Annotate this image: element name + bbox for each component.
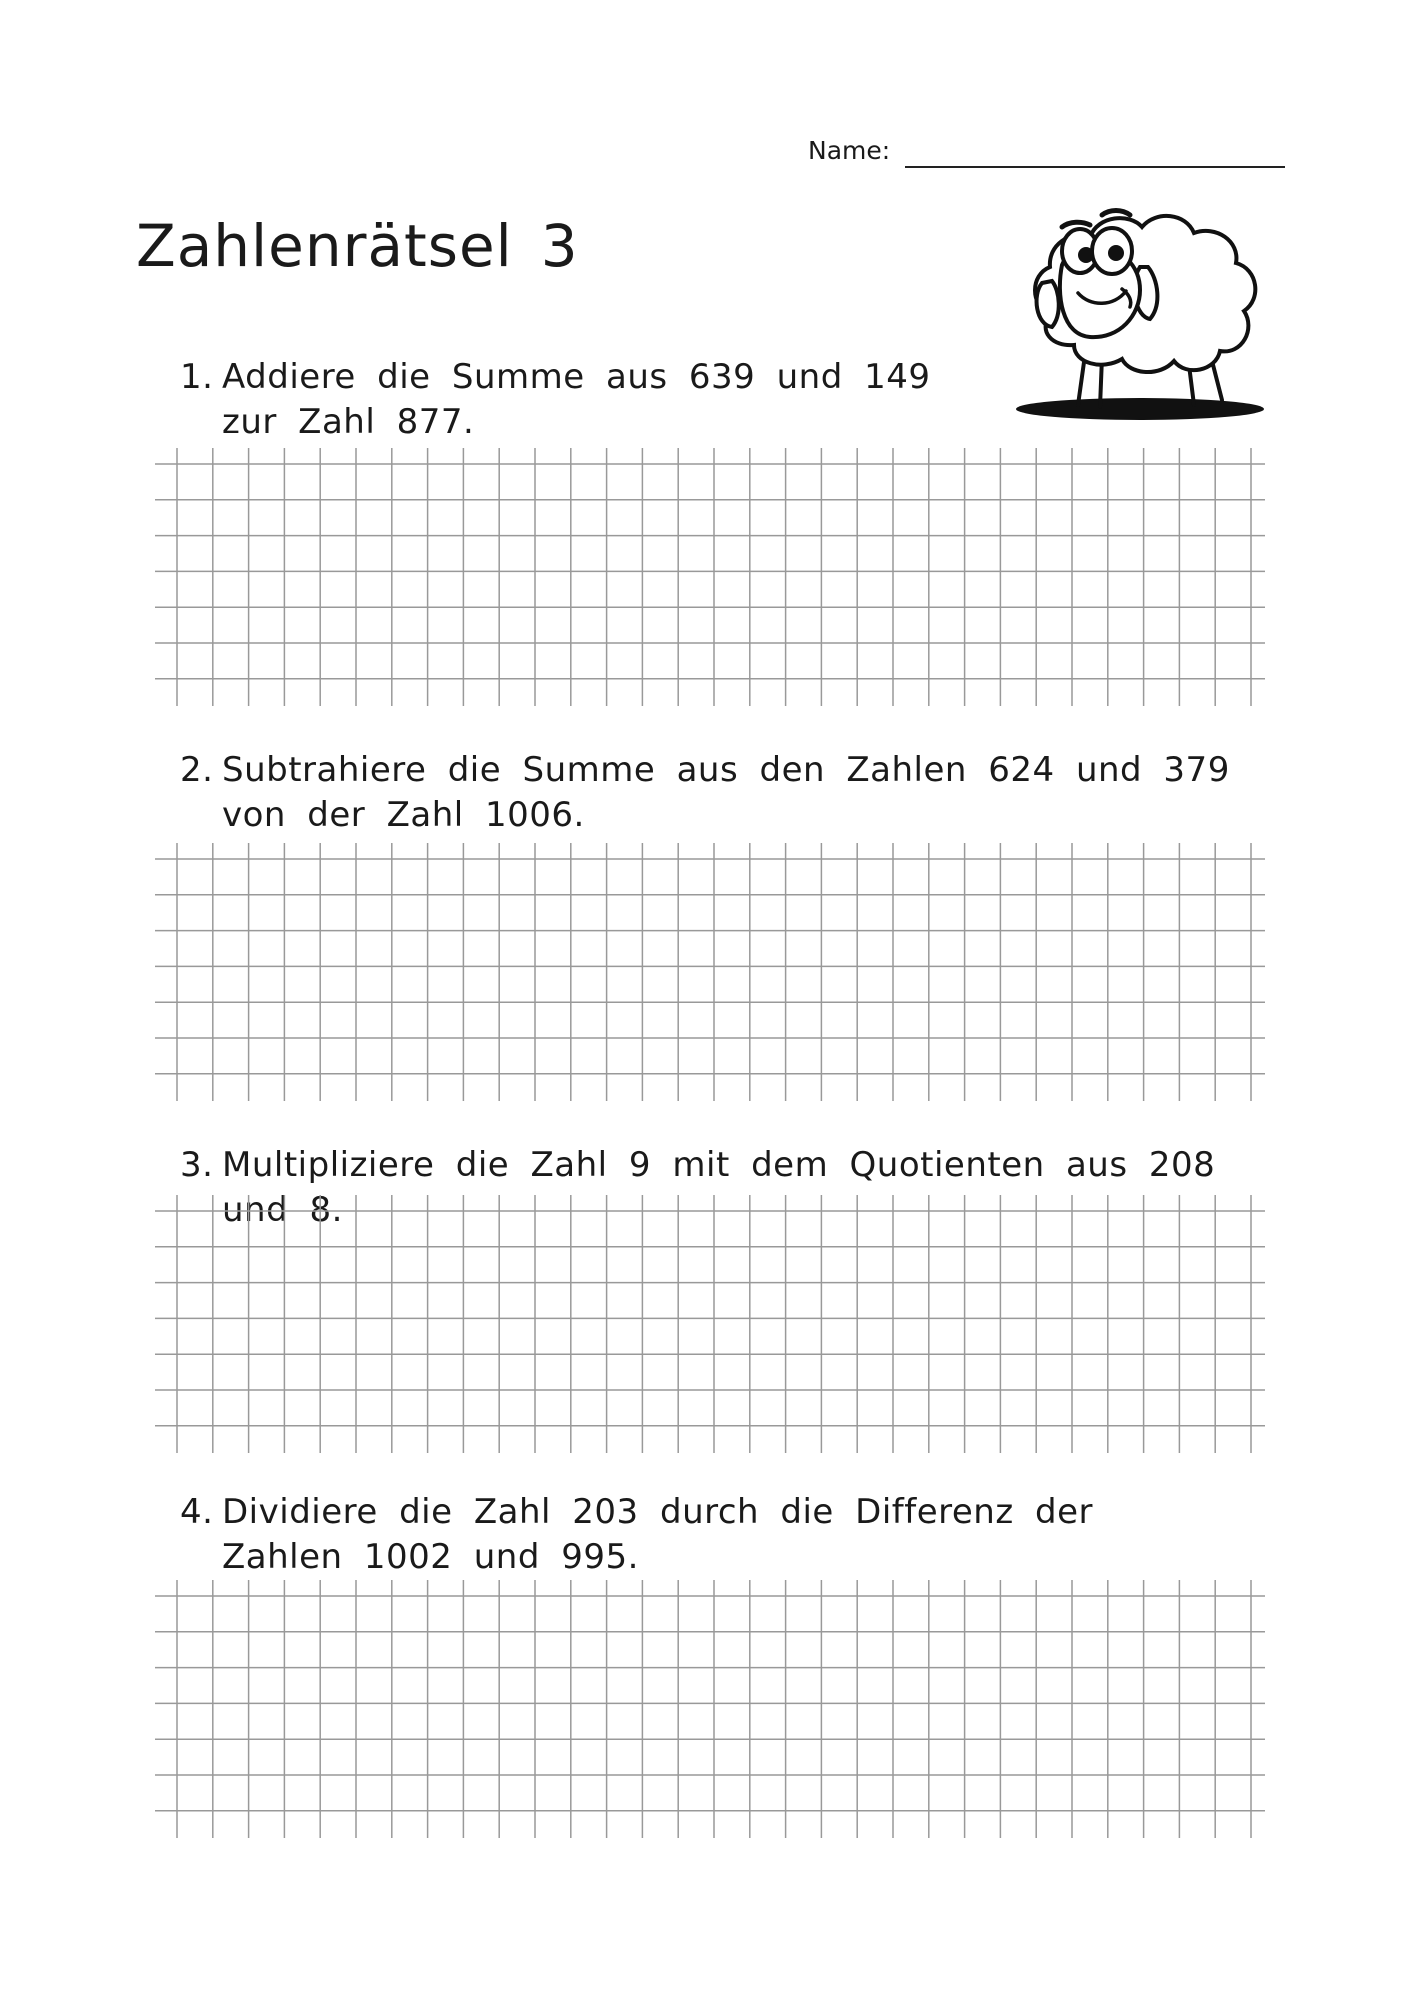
- name-label: Name:: [808, 136, 891, 165]
- answer-grid-4[interactable]: [155, 1580, 1265, 1838]
- title-text: Zahlenrätsel: [136, 212, 513, 280]
- title-number: 3: [540, 212, 579, 280]
- task-number: 4.: [180, 1492, 214, 1532]
- answer-grid-2[interactable]: [155, 843, 1265, 1101]
- name-field[interactable]: [905, 166, 1285, 168]
- answer-grid-3[interactable]: [155, 1195, 1265, 1453]
- task-4: [180, 1490, 1300, 1580]
- task-text: Multipliziere die Zahl 9 mit dem Quotienten aus 208 und 8.: [222, 1145, 1216, 1230]
- answer-grid-1[interactable]: [155, 448, 1265, 706]
- task-1: [180, 355, 1300, 445]
- task-text: Dividiere die Zahl 203 durch die Differenz der Zahlen 1002 und 995.: [222, 1492, 1093, 1577]
- page-title: [136, 212, 579, 280]
- task-number: 1.: [180, 357, 214, 397]
- task-text: Subtrahiere die Summe aus den Zahlen 624 und 379 von der Zahl 1006.: [222, 750, 1230, 835]
- task-text: Addiere die Summe aus 639 und 149 zur Zahl 877.: [222, 357, 931, 442]
- task-number: 3.: [180, 1145, 214, 1185]
- task-number: 2.: [180, 750, 214, 790]
- task-2: [180, 748, 1300, 838]
